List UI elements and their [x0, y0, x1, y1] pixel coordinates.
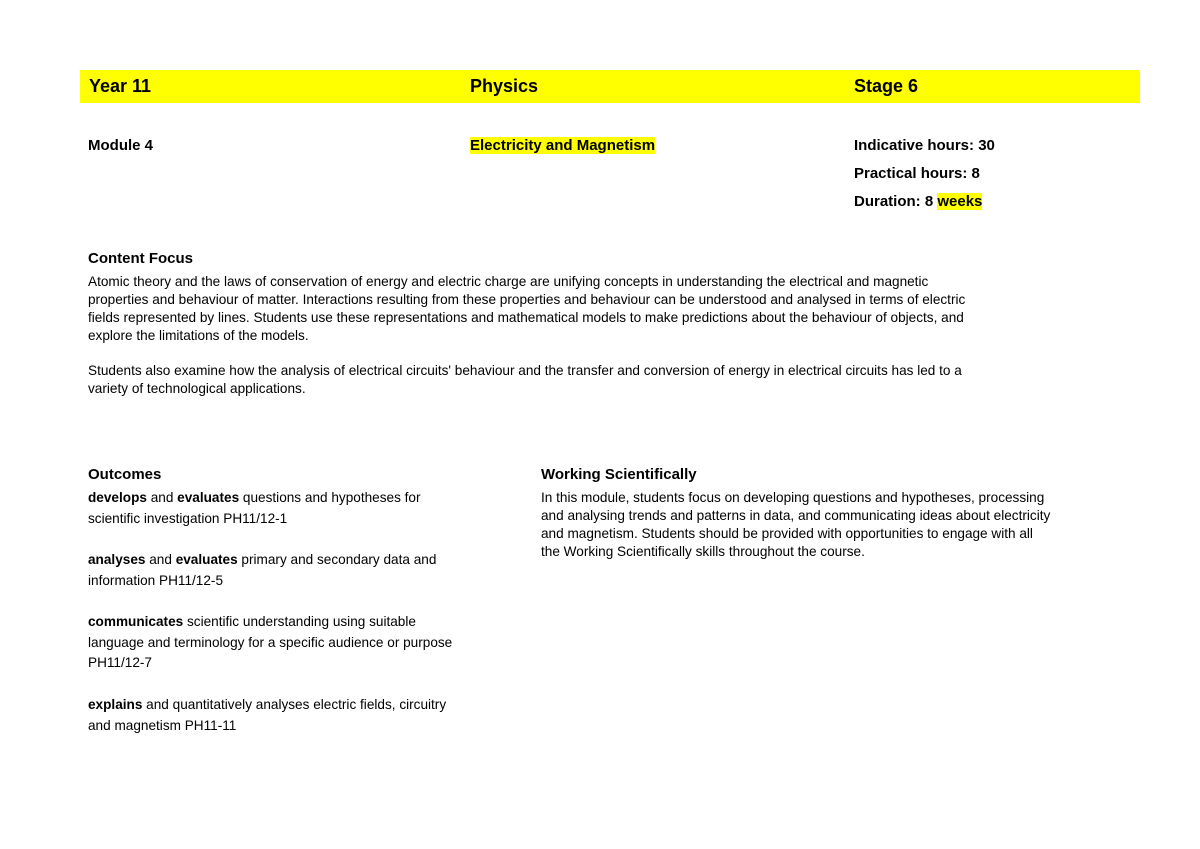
duration-value: 8 [924, 193, 934, 210]
practical-hours-label: Practical hours: [854, 165, 968, 182]
duration [854, 193, 982, 210]
module-title: Electricity and Magnetism [470, 137, 656, 154]
content-focus-heading: Content Focus [88, 250, 193, 267]
module-label: Module 4 [88, 137, 154, 154]
outcome-text: PH11/12-7 [88, 655, 152, 670]
outcome-text: scientific investigation PH11/12-1 [88, 510, 288, 526]
outcome-verb: evaluates [177, 490, 240, 505]
header-band [80, 70, 1140, 103]
outcome-text: language and terminology for a specific audience or purpose [88, 634, 453, 650]
content-focus-line: explore the limitations of the models. [88, 328, 309, 343]
working-scientifically-line: In this module, students focus on developing questions and hypotheses, processing [541, 490, 1045, 505]
outcome-item [88, 488, 518, 529]
outcome-verb: communicates [88, 614, 184, 629]
subject-label: Physics [470, 76, 539, 96]
outcome-connector: and [145, 552, 176, 567]
duration-label: Duration: [854, 193, 921, 210]
outcome-verb: analyses [88, 552, 146, 567]
outcome-verb: explains [88, 697, 143, 712]
outcome-verb: develops [88, 490, 147, 505]
outcome-verb: evaluates [175, 552, 238, 567]
outcome-connector: and [146, 490, 178, 505]
practical-hours [854, 165, 980, 182]
outcome-text: primary and secondary data and [237, 552, 437, 567]
content-focus-paragraph-1 [88, 273, 1148, 345]
outcomes-heading: Outcomes [88, 466, 162, 483]
indicative-hours-value: 30 [978, 137, 995, 154]
outcome-item [88, 612, 518, 674]
year-label: Year 11 [89, 76, 152, 96]
outcome-text: scientific understanding using suitable [183, 614, 416, 629]
content-focus-paragraph-2 [88, 362, 1148, 398]
content-focus-line: variety of technological applications. [88, 381, 306, 396]
content-focus-line: Atomic theory and the laws of conservation of energy and electric charge are unifying concepts in understanding the electrical and magnetic [88, 274, 929, 289]
working-scientifically-line: and magnetism. Students should be provided with opportunities to engage with all [541, 526, 1033, 541]
outcome-text: information PH11/12-5 [88, 572, 224, 588]
outcome-item [88, 550, 518, 591]
outcome-text: questions and hypotheses for [239, 490, 421, 505]
working-scientifically-heading: Working Scientifically [541, 466, 697, 483]
working-scientifically-line: the Working Scientifically skills throughout the course. [541, 544, 865, 559]
working-scientifically-paragraph [541, 489, 1141, 561]
duration-unit: weeks [937, 193, 983, 210]
content-focus-line: fields represented by lines. Students use these representations and mathematical models to make predictions about the behaviour of objects, and [88, 310, 964, 325]
working-scientifically-line: and analysing trends and patterns in data, and communicating ideas about electricity [541, 508, 1051, 523]
content-focus-line: Students also examine how the analysis of electrical circuits' behaviour and the transfer and conversion of energy in electrical circuits has led to a [88, 363, 962, 378]
outcome-item [88, 695, 518, 736]
content-focus-line: properties and behaviour of matter. Interactions resulting from these properties and behaviour can be understood and analysed in terms of electric [88, 292, 966, 307]
stage-label: Stage 6 [854, 76, 919, 96]
outcome-text: and quantitatively analyses electric fields, circuitry [142, 697, 447, 712]
indicative-hours-label: Indicative hours: [854, 137, 975, 154]
outcome-text: and magnetism PH11-11 [88, 717, 237, 733]
indicative-hours [854, 137, 995, 154]
practical-hours-value: 8 [971, 165, 980, 182]
